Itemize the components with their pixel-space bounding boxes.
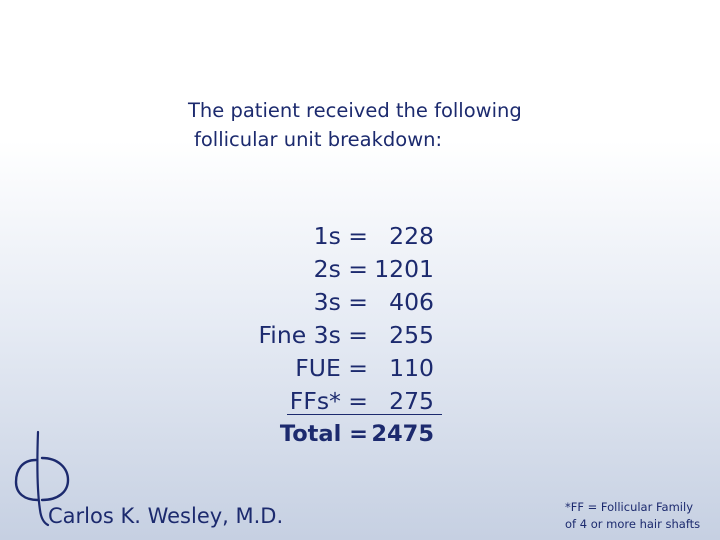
breakdown-row [200,286,460,319]
footnote-line-2: of 4 or more hair shafts [565,517,701,531]
breakdown-row [200,385,460,418]
follicular-unit-breakdown [200,220,460,451]
breakdown-label: 3s = [313,288,368,316]
breakdown-row [200,220,460,253]
doctor-name: Carlos K. Wesley, M.D. [48,504,284,528]
breakdown-row [200,319,460,352]
footnote-line-1: *FF = Follicular Family [565,500,693,514]
breakdown-label: Fine 3s = [258,321,368,349]
breakdown-value: 228 [389,222,434,250]
slide-heading [188,96,628,154]
total-label: Total = [279,421,368,447]
breakdown-row [200,352,460,385]
breakdown-label: FUE = [295,354,368,382]
heading-line-2: follicular unit breakdown: [194,128,443,151]
heading-line-1: The patient received the following [188,99,522,122]
total-value: 2475 [371,421,434,447]
breakdown-row [200,253,460,286]
breakdown-value: 255 [389,321,434,349]
breakdown-total-row [200,418,460,451]
breakdown-value: 275 [389,387,434,415]
sum-underline [287,414,442,415]
breakdown-label: 2s = [313,255,368,283]
breakdown-label: 1s = [313,222,368,250]
footnote [565,499,700,533]
breakdown-value: 110 [389,354,434,382]
breakdown-label: FFs* = [289,387,368,415]
breakdown-value: 1201 [374,255,434,283]
breakdown-value: 406 [389,288,434,316]
